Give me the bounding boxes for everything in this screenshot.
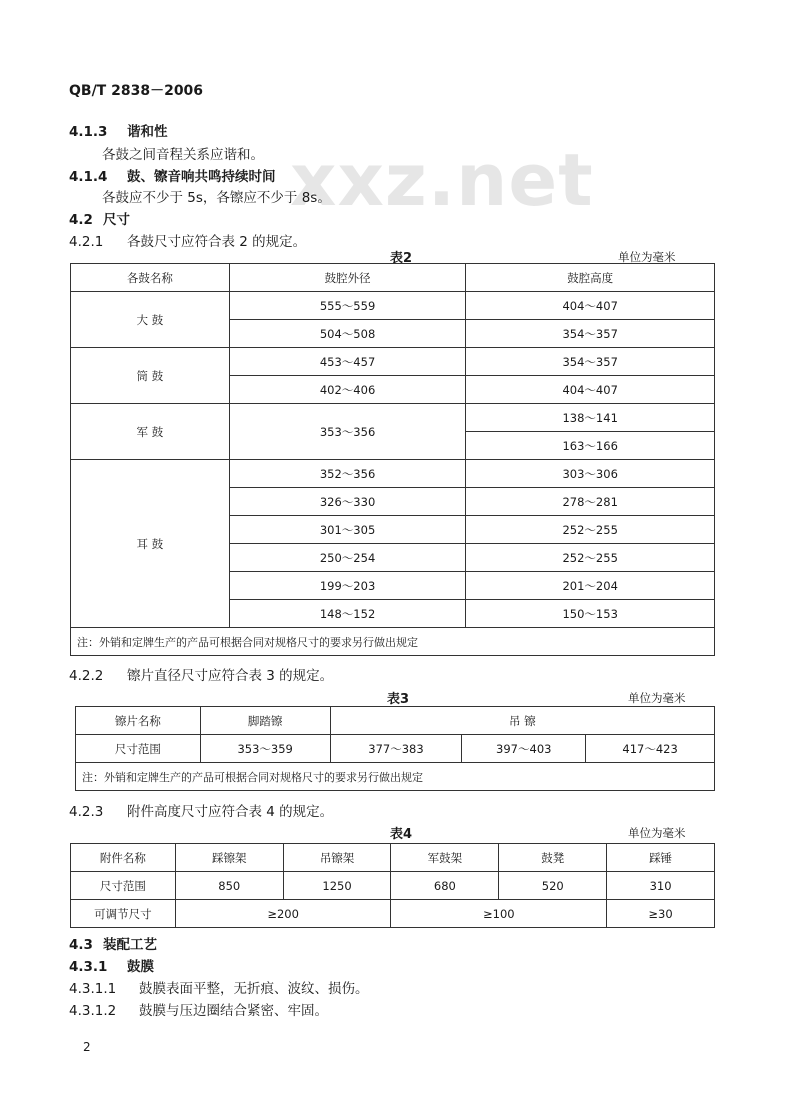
cell: 138～141 (466, 404, 715, 432)
cell: 303～306 (466, 460, 715, 488)
cell: 199～203 (229, 572, 466, 600)
col-header: 鼓腔高度 (466, 264, 715, 292)
col-header: 吊镲架 (283, 844, 391, 872)
table-header-row (71, 844, 715, 872)
cell: 354～357 (466, 320, 715, 348)
table2 (70, 263, 715, 656)
cell: 326～330 (229, 488, 466, 516)
cell: 354～357 (466, 348, 715, 376)
table-row (76, 735, 715, 763)
table-note-row (71, 628, 715, 656)
table2-unit: 单位为毫米 (618, 250, 676, 264)
table3-caption: 表3 (387, 692, 410, 707)
cell: ≥200 (175, 900, 391, 928)
col-header: 脚踏镲 (200, 707, 330, 735)
cell: 301～305 (229, 516, 466, 544)
drum-name: 军 鼓 (71, 404, 230, 460)
col-header: 各鼓名称 (71, 264, 230, 292)
row-header: 尺寸范围 (71, 872, 176, 900)
cell: 555～559 (229, 292, 466, 320)
cell: 402～406 (229, 376, 466, 404)
cell: 453～457 (229, 348, 466, 376)
table2-caption: 表2 (390, 251, 413, 266)
cell: 353～359 (200, 735, 330, 763)
cell: 150～153 (466, 600, 715, 628)
cell: 404～407 (466, 292, 715, 320)
cell: 397～403 (462, 735, 586, 763)
table-header-row (76, 707, 715, 735)
cell: 278～281 (466, 488, 715, 516)
standard-code: QB/T 2838－2006 (69, 83, 204, 99)
section-4-1-4-body: 各鼓应不少于 5s，各镲应不少于 8s。 (102, 190, 331, 206)
watermark-text: xxz.net (290, 138, 594, 222)
section-4-2-1: 4.2.1 各鼓尺寸应符合表 2 的规定。 (69, 234, 307, 250)
cell: 252～255 (466, 544, 715, 572)
table-row (71, 404, 715, 432)
table2-note: 注：外销和定牌生产的产品可根据合同对规格尺寸的要求另行做出规定 (71, 628, 715, 656)
cell: 148～152 (229, 600, 466, 628)
cell: 250～254 (229, 544, 466, 572)
table-header-row (71, 264, 715, 292)
table4-unit: 单位为毫米 (628, 826, 686, 840)
row-header: 尺寸范围 (76, 735, 201, 763)
cell: 252～255 (466, 516, 715, 544)
cell: 680 (391, 872, 499, 900)
drum-name: 耳 鼓 (71, 460, 230, 628)
table-note-row (76, 763, 715, 791)
table-row (71, 872, 715, 900)
section-4-2-3: 4.2.3 附件高度尺寸应符合表 4 的规定。 (69, 804, 334, 820)
cell: 377～383 (330, 735, 462, 763)
col-header: 踩锤 (607, 844, 715, 872)
table-row (71, 460, 715, 488)
cell: 352～356 (229, 460, 466, 488)
section-4-3-1-2: 4.3.1.2 鼓膜与压边圈结合紧密、牢固。 (69, 1003, 328, 1019)
cell: 850 (175, 872, 283, 900)
drum-name: 大 鼓 (71, 292, 230, 348)
table-row (71, 348, 715, 376)
cell: 404～407 (466, 376, 715, 404)
table3-note: 注：外销和定牌生产的产品可根据合同对规格尺寸的要求另行做出规定 (76, 763, 715, 791)
row-header: 可调节尺寸 (71, 900, 176, 928)
cell: 1250 (283, 872, 391, 900)
col-header: 鼓腔外径 (229, 264, 466, 292)
col-header: 附件名称 (71, 844, 176, 872)
table4 (70, 843, 715, 928)
cell: ≥100 (391, 900, 607, 928)
col-header: 吊 镲 (330, 707, 714, 735)
cell: 417～423 (586, 735, 715, 763)
section-4-3-1-1: 4.3.1.1 鼓膜表面平整，无折痕、波纹、损伤。 (69, 981, 369, 997)
table4-caption: 表4 (390, 827, 413, 842)
col-header: 镲片名称 (76, 707, 201, 735)
col-header: 鼓凳 (499, 844, 607, 872)
cell: 310 (607, 872, 715, 900)
table-row (71, 900, 715, 928)
section-4-3-1-heading: 4.3.1 鼓膜 (69, 959, 154, 975)
section-4-2-heading: 4.2 尺寸 (69, 212, 130, 228)
cell: 201～204 (466, 572, 715, 600)
cell: 520 (499, 872, 607, 900)
section-4-1-4-heading: 4.1.4 鼓、镲音响共鸣持续时间 (69, 169, 276, 185)
table3-unit: 单位为毫米 (628, 691, 686, 705)
section-4-2-2: 4.2.2 镲片直径尺寸应符合表 3 的规定。 (69, 668, 334, 684)
table3 (75, 706, 715, 791)
table-row (71, 292, 715, 320)
cell: ≥30 (607, 900, 715, 928)
page-number: 2 (83, 1040, 91, 1054)
section-4-1-3-body: 各鼓之间音程关系应谐和。 (102, 147, 264, 163)
col-header: 踩镲架 (175, 844, 283, 872)
cell: 163～166 (466, 432, 715, 460)
section-4-1-3-heading: 4.1.3 谐和性 (69, 124, 168, 140)
cell: 504～508 (229, 320, 466, 348)
col-header: 军鼓架 (391, 844, 499, 872)
drum-name: 筒 鼓 (71, 348, 230, 404)
section-4-3-heading: 4.3 装配工艺 (69, 937, 157, 953)
cell: 353～356 (229, 404, 466, 460)
